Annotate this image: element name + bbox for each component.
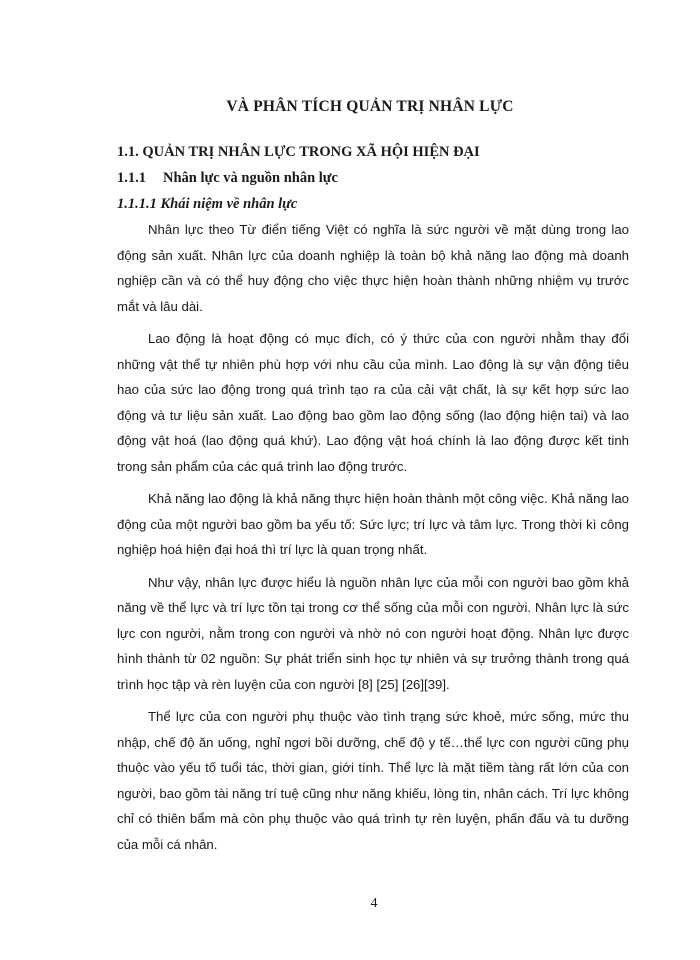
- subsection-heading: [117, 170, 338, 187]
- paragraph: Như vậy, nhân lực được hiểu là nguồn nhân lực của mỗi con người bao gồm khả năng về thể lực và trí lực tồn tại trong cơ thể sống của mỗi con người. Nhân lực là sức lực con người, nằm trong con người và nhờ nó con người hoạt động. Nhân lực được hình thành từ 02 nguồn: Sự phát triển sinh học tự nhiên và sự trưởng thành trong quá trình học tập và rèn luyện của con người [8] [25] [26][39].: [117, 574, 629, 692]
- body-text: [117, 217, 629, 864]
- paragraph: Lao động là hoạt động có mục đích, có ý thức của con người nhằm thay đổi những vật thể tự nhiên phù hợp với nhu cầu của mình. Lao động là sự vận động tiêu hao của sức lao động trong quá trình tạo ra của cải vật chất, là sự kết hợp sức lao động và tư liệu sản xuất. Lao động bao gồm lao động sống (lao động hiện tai) và lao động vật hoá (lao động quá khứ). Lao động vật hoá chính là lao động được kết tinh trong sản phẩm của các quá trình lao động trước.: [117, 331, 629, 474]
- paragraph: Nhân lực theo Từ điển tiếng Việt có nghĩa là sức người về mặt dùng trong lao động sản xuất. Nhân lực của doanh nghiệp là toàn bộ khả năng lao động mà doanh nghiệp cần và có thể huy động cho việc thực hiện hoàn thành những nhiệm vụ trước mắt và lâu dài.: [117, 222, 629, 314]
- page-number: 4: [370, 896, 378, 911]
- chapter-title: VÀ PHÂN TÍCH QUẢN TRỊ NHÂN LỰC: [226, 98, 514, 115]
- subsubsection-heading: 1.1.1.1 Khái niệm về nhân lực: [117, 196, 298, 212]
- paragraph: Khả năng lao động là khả năng thực hiện hoàn thành một công việc. Khả năng lao động của một người bao gồm ba yếu tố: Sức lực; trí lực và tâm lực. Trong thời kì công nghiệp hoá hiện đại hoá thì trí lực là quan trọng nhất.: [117, 491, 630, 557]
- section-heading: 1.1. QUẢN TRỊ NHÂN LỰC TRONG XÃ HỘI HIỆN ĐẠI: [117, 144, 480, 160]
- paragraph: Thể lực của con người phụ thuộc vào tình trạng sức khoẻ, mức sống, mức thu nhập, chế độ ăn uống, nghỉ ngơi bồi dưỡng, chế độ y tế…thể lực con người cũng phụ thuộc vào yếu tố tuổi tác, thời gian, giới tính. Thể lực là mặt tiềm tàng rất lớn của con người, bao gồm tài năng trí tuệ cũng như năng khiếu, lòng tin, nhân cách. Trí lực không chỉ có thiên bẩm mà còn phụ thuộc vào quá trình tự rèn luyện, phấn đấu và tu dưỡng của mỗi cá nhân.: [117, 709, 629, 852]
- subsection-number: 1.1.1: [117, 170, 146, 186]
- subsection-title: Nhân lực và nguồn nhân lực: [163, 170, 338, 186]
